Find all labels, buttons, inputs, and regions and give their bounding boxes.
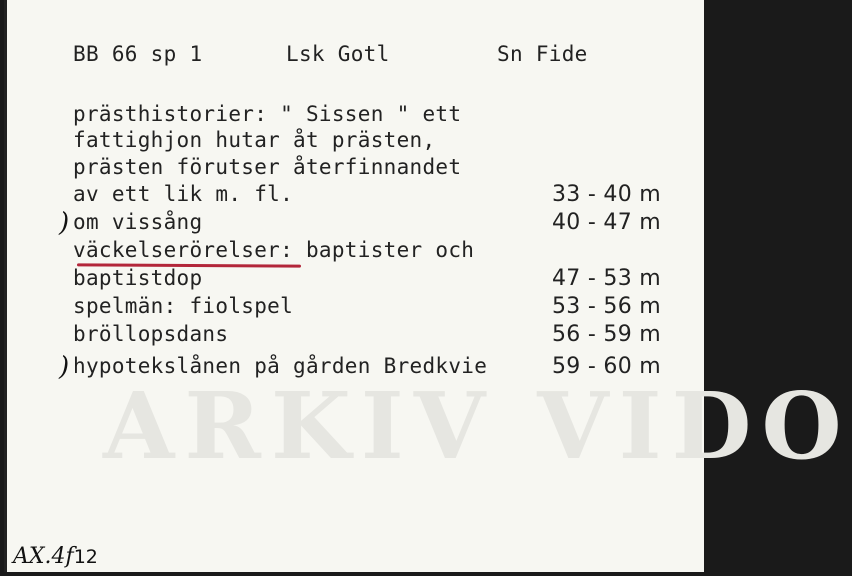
entry-line: hypotekslånen på gården Bredkvie [73,354,488,378]
entry-line: prästen förutser återfinnandet [73,155,462,179]
entry-line: prästhistorier: " Sissen " ett [73,102,462,126]
entry-line: baptistdop [73,266,203,290]
entry-line: bröllopsdans [73,322,229,346]
archive-number [13,544,98,569]
entry-pages: 53 - 56 m [552,294,662,319]
entry-line: av ett lik m. fl. [73,182,294,206]
entry-line: väckelserörelser: baptister och [73,238,475,262]
watermark: ARKIV VIDO [103,372,852,480]
header-socken: Sn Fide [497,42,588,66]
entry-pages: 33 - 40 m [552,182,662,207]
entry-pages: 59 - 60 m [552,354,662,379]
header-ref: BB 66 sp 1 [73,42,203,66]
entry-line: om vissång [73,210,203,234]
entry-line: spelmän: fiolspel [73,294,294,318]
header-landskap: Lsk Gotl [286,42,390,66]
archive-number-value: 12 [73,546,98,568]
entry-pages: 40 - 47 m [552,210,662,235]
margin-bracket: ) [59,352,70,382]
entry-pages: 47 - 53 m [552,266,662,291]
archive-number-prefix: AX.4f [13,544,74,569]
index-card [4,0,852,572]
margin-bracket: ) [59,208,70,238]
entry-pages: 56 - 59 m [552,322,662,347]
entry-line: fattighjon hutar åt prästen, [73,128,436,152]
